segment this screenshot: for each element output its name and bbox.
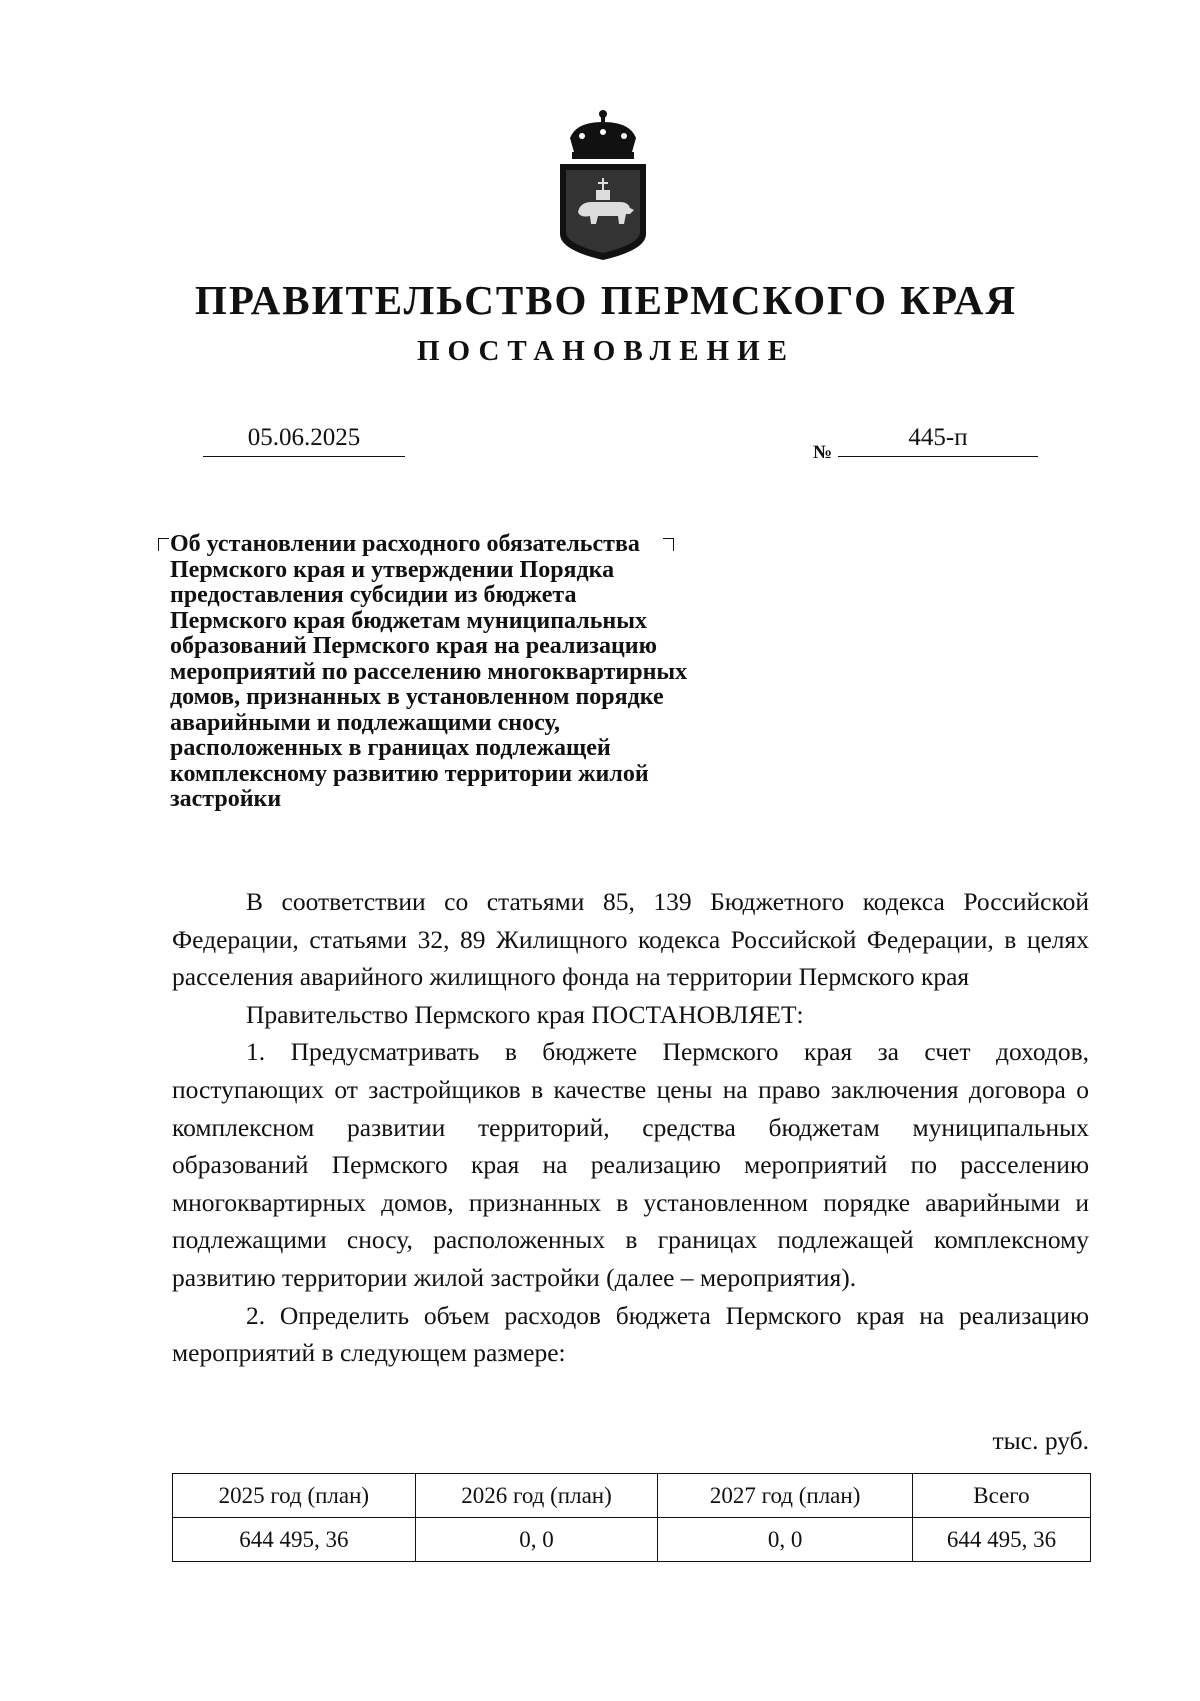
resolves-paragraph: Правительство Пермского края ПОСТАНОВЛЯЕТ: — [246, 999, 804, 1029]
table-cell: 644 495, 36 — [912, 1518, 1090, 1562]
subject-line: домов, признанных в установленном порядке — [170, 684, 664, 710]
document-subject — [170, 532, 810, 813]
document-date: 05.06.2025 — [203, 424, 405, 457]
subject-bracket-left — [158, 538, 169, 551]
table-row — [173, 1518, 1091, 1562]
document-body — [172, 883, 1089, 1372]
subject-line: предоставления субсидии из бюджета — [170, 582, 577, 608]
item-2-paragraph: 2. Определить объем расходов бюджета Пермского края на реализацию мероприятий в следующем размере: — [172, 1300, 1089, 1368]
table-header-cell: Всего — [912, 1474, 1090, 1518]
subject-line: Пермского края бюджетам муниципальных — [170, 607, 647, 634]
preamble-paragraph: В соответствии со статьями 85, 139 Бюджетного кодекса Российской Федерации, статьями 32, 89 Жилищного кодекса Российской Федерации, в целях расселения аварийного жилищного фонда на территории Пермского края — [172, 887, 1089, 992]
subject-line: комплексному развитию территории жилой — [170, 760, 649, 787]
subject-line: образований Пермского края на реализацию — [170, 633, 657, 659]
table-header-cell: 2025 год (план) — [173, 1474, 416, 1518]
table-header-cell: 2027 год (план) — [658, 1474, 913, 1518]
subject-line: аварийными и подлежащими сносу, — [170, 709, 561, 736]
table-header-row — [173, 1474, 1091, 1518]
expenses-table — [172, 1473, 1091, 1562]
document-type: ПОСТАНОВЛЕНИЕ — [416, 335, 795, 367]
table-cell: 644 495, 36 — [173, 1518, 416, 1562]
number-label: № — [813, 442, 833, 463]
document-number: 445-п — [838, 424, 1038, 457]
subject-line: Пермского края и утверждении Порядка — [170, 556, 615, 583]
table-header-cell: 2026 год (план) — [415, 1474, 658, 1518]
subject-line: расположенных в границах подлежащей — [170, 735, 611, 761]
table-unit: тыс. руб. — [992, 1426, 1089, 1455]
subject-line: застройки — [170, 786, 282, 812]
subject-line: мероприятий по расселению многоквартирных — [170, 658, 688, 685]
subject-line: Об установлении расходного обязательства — [170, 531, 640, 557]
table-cell: 0, 0 — [415, 1518, 658, 1562]
item-1-paragraph: 1. Предусматривать в бюджете Пермского края за счет доходов, поступающих от застройщиков в качестве цены на право заключения договора о комплексном развитии территорий, средства бюджетам муниципальных образований Пермского края на реализацию мероприятий по расселению многоквартирных домов, признанных в установленном порядке аварийными и подлежащими сносу, расположенных в границах подлежащей комплексному развитию территории жилой застройки (далее – мероприятия). — [172, 1037, 1089, 1292]
organization-title: ПРАВИТЕЛЬСТВО ПЕРМСКОГО КРАЯ — [194, 277, 1018, 323]
coat-of-arms-icon — [556, 108, 650, 260]
table-cell: 0, 0 — [658, 1518, 913, 1562]
